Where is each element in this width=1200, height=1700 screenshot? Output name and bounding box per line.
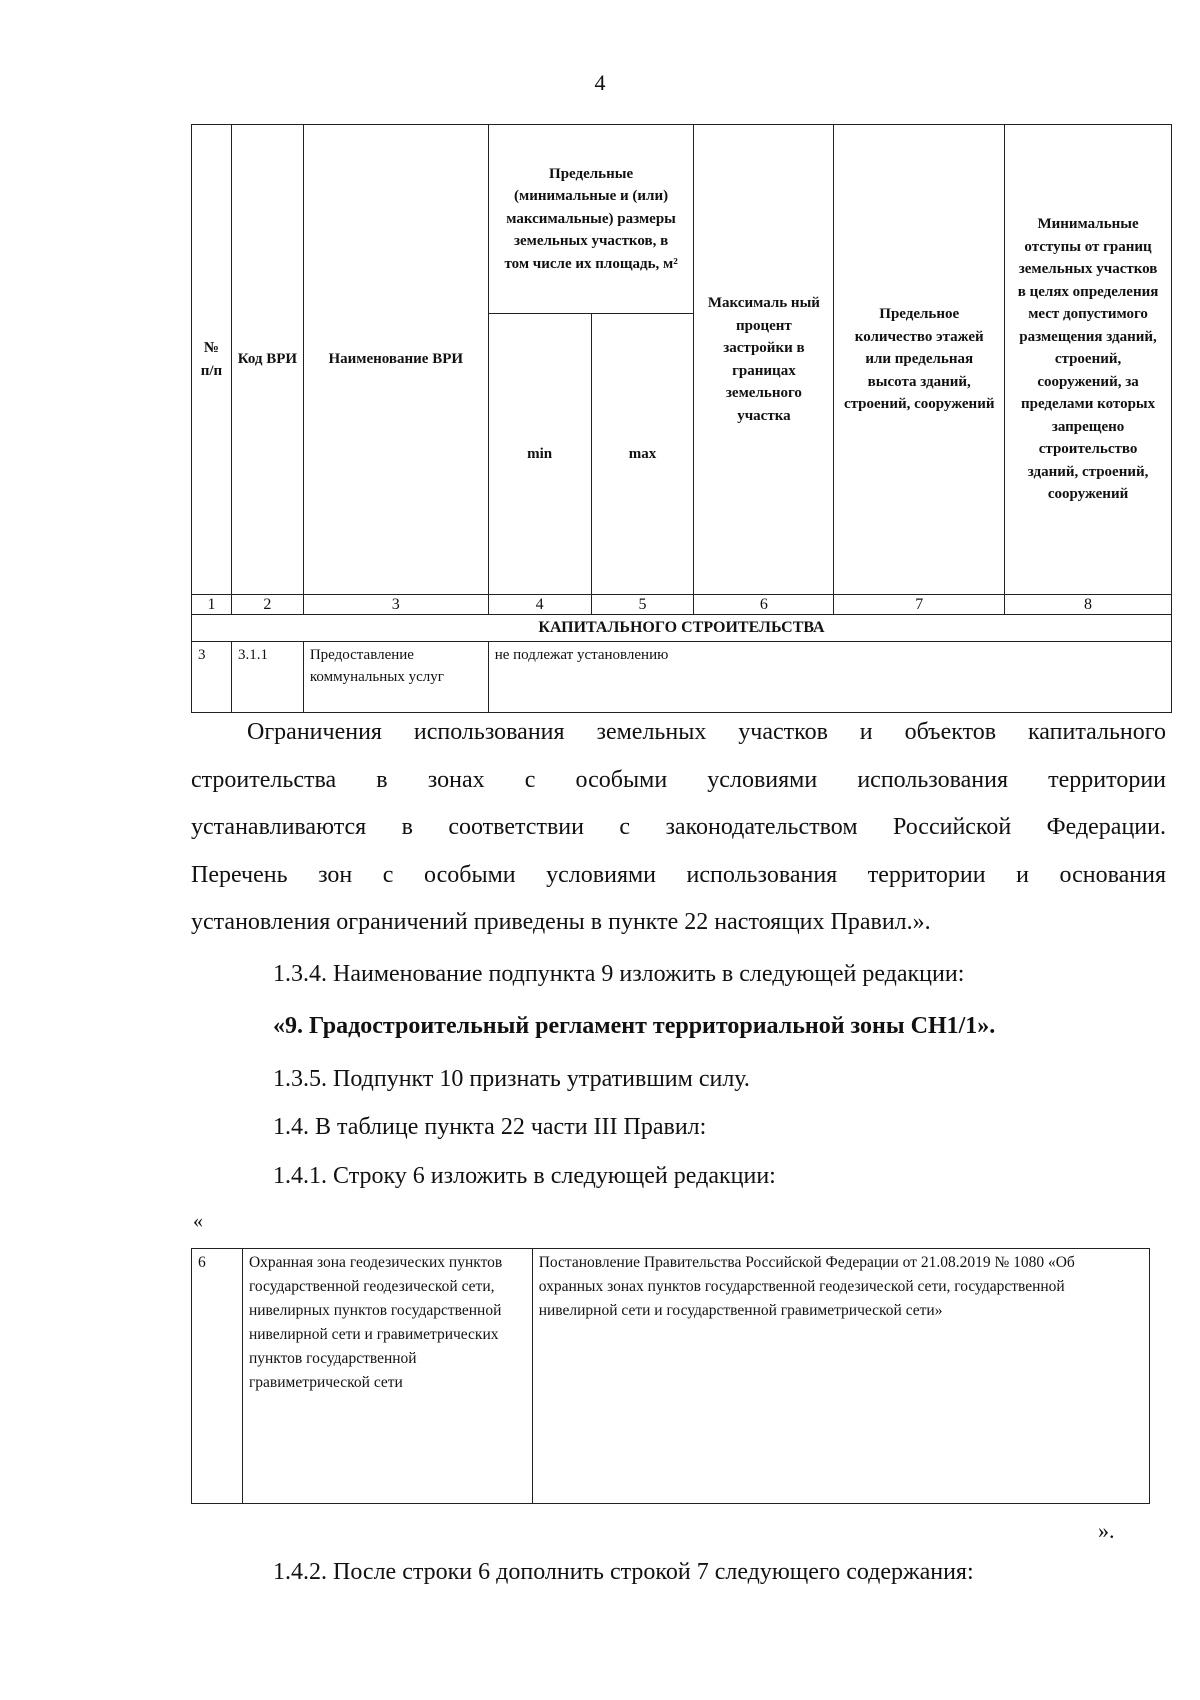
paragraph-line: устанавливаются в соответствии с законодательством Российской Федерации. bbox=[191, 814, 1166, 840]
row-basis: Постановление Правительства Российской Федерации от 21.08.2019 № 1080 «Об охранных зонах пунктов государственной геодезической сети, государственной нивелирной сети и государственной гравиметрической сети» bbox=[532, 1249, 1149, 1504]
header-percent: Максималь ный процент застройки в границах земельного участка bbox=[694, 125, 834, 595]
close-quote: ». bbox=[1098, 1518, 1115, 1543]
regulation-table bbox=[191, 124, 1172, 713]
section-title: КАПИТАЛЬНОГО СТРОИТЕЛЬСТВА bbox=[192, 615, 1172, 642]
header-sizes: Предельные (минимальные и (или) максимальные) размеры земельных участков, в том числе их площадь, м² bbox=[488, 125, 694, 314]
col-number: 4 bbox=[488, 595, 591, 615]
table-row bbox=[192, 642, 1172, 713]
item-1-4: 1.4. В таблице пункта 22 части III Правил: bbox=[273, 1114, 707, 1140]
page-number: 4 bbox=[594, 70, 606, 95]
paragraph-line: Перечень зон с особыми условиями использования территории и основания bbox=[191, 862, 1166, 888]
item-9-title: «9. Градостроительный регламент территориальной зоны СН1/1». bbox=[273, 1013, 996, 1039]
row-value: не подлежат установлению bbox=[488, 642, 1171, 713]
header-num: № п/п bbox=[192, 125, 232, 595]
col-number: 8 bbox=[1005, 595, 1172, 615]
col-number: 7 bbox=[834, 595, 1005, 615]
header-name: Наименование ВРИ bbox=[303, 125, 488, 595]
col-number: 2 bbox=[231, 595, 303, 615]
header-code: Код ВРИ bbox=[231, 125, 303, 595]
col-number: 1 bbox=[192, 595, 232, 615]
item-1-3-4: 1.3.4. Наименование подпункта 9 изложить в следующей редакции: bbox=[273, 961, 965, 987]
header-max: max bbox=[591, 314, 694, 595]
paragraph-line: установления ограничений приведены в пункте 22 настоящих Правил.». bbox=[191, 909, 931, 935]
row-code: 3.1.1 bbox=[231, 642, 303, 713]
table-row bbox=[192, 1249, 1150, 1504]
open-quote: « bbox=[193, 1210, 203, 1232]
row-num: 3 bbox=[192, 642, 232, 713]
col-number: 5 bbox=[591, 595, 694, 615]
header-floors: Предельное количество этажей или предельная высота зданий, строений, сооружений bbox=[834, 125, 1005, 595]
paragraph-line: Ограничения использования земельных участков и объектов капитального bbox=[247, 719, 1166, 745]
row-num: 6 bbox=[192, 1249, 243, 1504]
row-name: Предоставление коммунальных услуг bbox=[303, 642, 488, 713]
col-number: 6 bbox=[694, 595, 834, 615]
row-zone: Охранная зона геодезических пунктов государственной геодезической сети, нивелирных пунктов государственной нивелирной сети и гравиметрических пунктов государственной гравиметрической сети bbox=[242, 1249, 532, 1504]
item-1-3-5: 1.3.5. Подпункт 10 признать утратившим силу. bbox=[273, 1066, 750, 1092]
header-min: min bbox=[488, 314, 591, 595]
item-1-4-1: 1.4.1. Строку 6 изложить в следующей редакции: bbox=[273, 1163, 776, 1189]
item-1-4-2: 1.4.2. После строки 6 дополнить строкой 7 следующего содержания: bbox=[273, 1559, 974, 1585]
col-number: 3 bbox=[303, 595, 488, 615]
paragraph-line: строительства в зонах с особыми условиями использования территории bbox=[191, 767, 1166, 793]
zones-table bbox=[191, 1248, 1150, 1504]
header-setbacks: Минимальные отступы от границ земельных участков в целях определения мест допустимого размещения зданий, строений, сооружений, за пределами которых запрещено строительство зданий, строений, сооружений bbox=[1005, 125, 1172, 595]
